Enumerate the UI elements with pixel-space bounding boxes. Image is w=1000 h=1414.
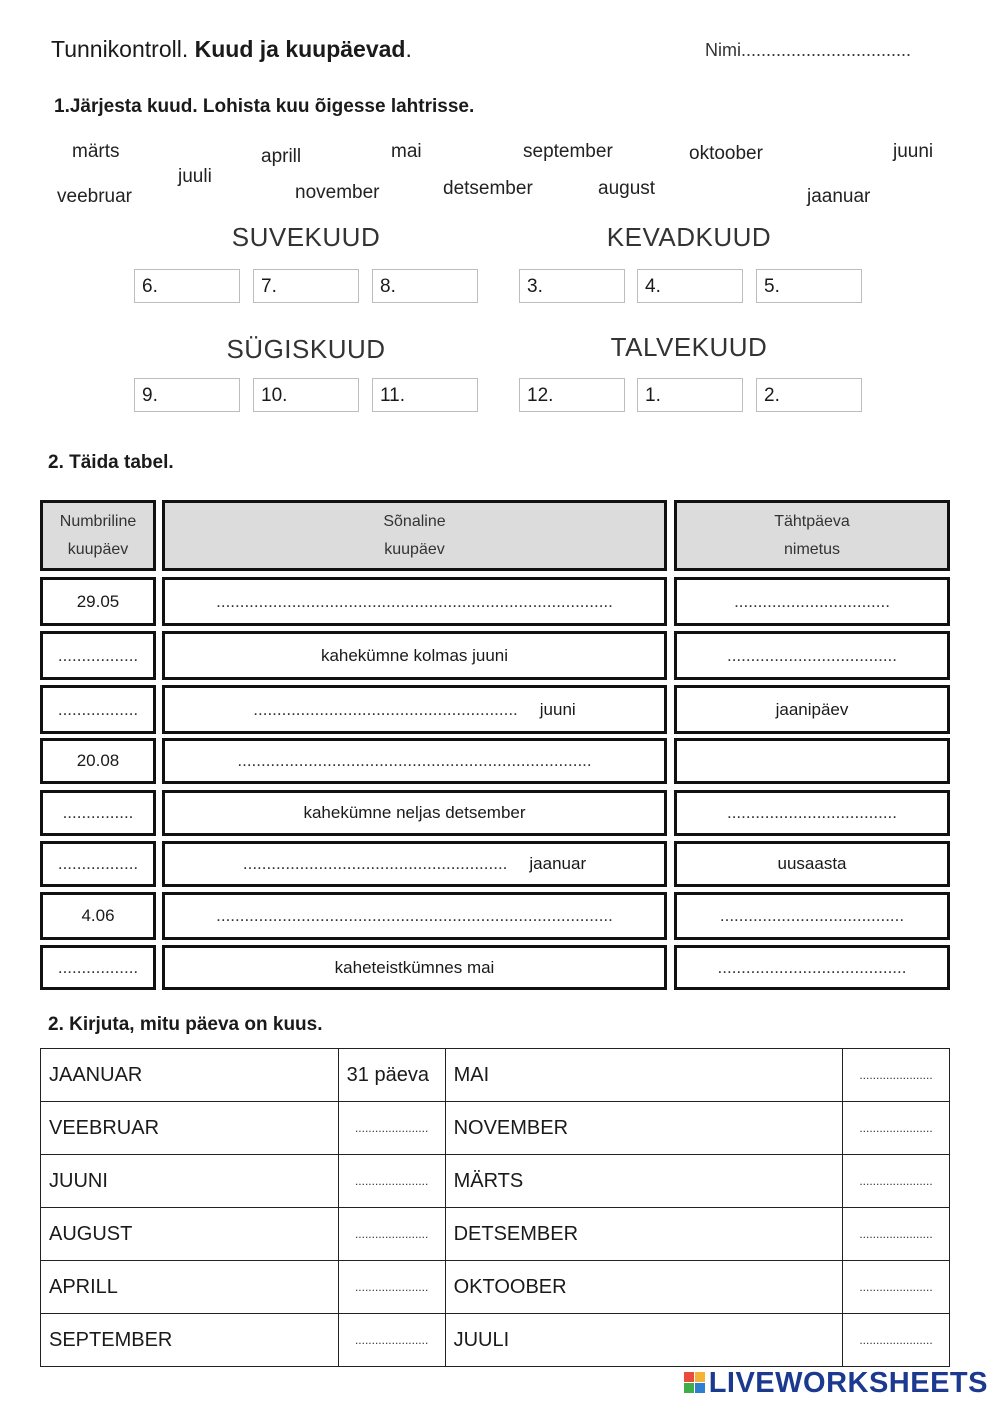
table-row [41, 1155, 950, 1208]
month-name: OKTOOBER [445, 1261, 842, 1314]
liveworksheets-logo[interactable] [684, 1367, 988, 1400]
day-count-input[interactable]: ...................... [338, 1102, 445, 1155]
month-name: DETSEMBER [445, 1208, 842, 1261]
table-row [41, 1261, 950, 1314]
table-row-8-word: kaheteistkümnes mai [162, 945, 667, 990]
drop-slot-summer-2[interactable]: 7. [253, 269, 359, 303]
header-numeric-line1: Numbriline [59, 512, 137, 530]
table-row-5-holiday-input[interactable]: .................................... [674, 790, 950, 836]
month-name: JUUNI [41, 1155, 339, 1208]
month-name: MAI [445, 1049, 842, 1102]
drop-slot-spring-3[interactable]: 5. [756, 269, 862, 303]
drop-slot-summer-1[interactable]: 6. [134, 269, 240, 303]
table-header-word [162, 500, 667, 571]
month-name: MÄRTS [445, 1155, 842, 1208]
month-name: APRILL [41, 1261, 339, 1314]
exercise3-heading: 2. Kirjuta, mitu päeva on kuus. [48, 1014, 323, 1035]
table-row [41, 1208, 950, 1261]
season-title-autumn: SÜGISKUUD [226, 334, 386, 364]
liveworksheets-mark-icon [684, 1372, 706, 1396]
draggable-word-veebruar[interactable]: veebruar [57, 186, 132, 207]
draggable-word-aprill[interactable]: aprill [261, 146, 302, 167]
draggable-word-detsember[interactable]: detsember [443, 178, 533, 199]
table-row-1-word-input[interactable]: .................................................................................... [162, 577, 667, 626]
day-count: 31 päeva [338, 1049, 445, 1102]
table-row-3-word-suffix: juuni [539, 699, 576, 719]
table-row-5-word: kahekümne neljas detsember [162, 790, 667, 836]
table-row-7-numeric: 4.06 [40, 892, 156, 940]
header-numeric-line2: kuupäev [67, 540, 129, 558]
table-row-1-holiday-input[interactable]: ................................. [674, 577, 950, 626]
drop-slot-spring-1[interactable]: 3. [519, 269, 625, 303]
draggable-word-november[interactable]: november [295, 182, 380, 203]
title-bold: Kuud ja kuupäevad [194, 36, 406, 62]
drop-slot-winter-2[interactable]: 1. [637, 378, 743, 412]
page-title [51, 36, 412, 63]
season-title-winter: TALVEKUUD [610, 332, 768, 362]
season-title-spring: KEVADKUUD [606, 222, 772, 252]
day-count-input[interactable]: ...................... [338, 1261, 445, 1314]
table-row-8-numeric-input[interactable]: ................. [40, 945, 156, 990]
day-count-input[interactable]: ...................... [843, 1155, 950, 1208]
days-table [40, 1048, 950, 1367]
header-holiday-line1: Tähtpäeva [774, 512, 850, 530]
month-name: JAANUAR [41, 1049, 339, 1102]
table-header-numeric [40, 500, 156, 571]
header-word-line2: kuupäev [384, 540, 445, 558]
draggable-word-juuni[interactable]: juuni [893, 141, 934, 162]
day-count-input[interactable]: ...................... [338, 1155, 445, 1208]
table-header-holiday [674, 500, 950, 571]
table-row-6-word-suffix: jaanuar [529, 854, 587, 873]
table-row-6-holiday: uusaasta [674, 841, 950, 887]
drop-slot-autumn-3[interactable]: 11. [372, 378, 478, 412]
table-row [41, 1314, 950, 1367]
drop-slot-winter-1[interactable]: 12. [519, 378, 625, 412]
drop-slot-winter-3[interactable]: 2. [756, 378, 862, 412]
table-row-8-holiday-input[interactable]: ........................................ [674, 945, 950, 990]
draggable-word-oktoober[interactable]: oktoober [689, 143, 763, 164]
draggable-word-marts[interactable]: märts [72, 141, 120, 162]
season-title-summer: SUVEKUUD [231, 222, 381, 252]
table-row-3-numeric-input[interactable]: ................. [40, 685, 156, 734]
table-row-4-word-input[interactable]: ........................................................................... [162, 738, 667, 784]
header-word-line1: Sõnaline [383, 512, 446, 530]
month-name: VEEBRUAR [41, 1102, 339, 1155]
draggable-word-august[interactable]: august [598, 178, 656, 199]
day-count-input[interactable]: ...................... [843, 1049, 950, 1102]
draggable-word-september[interactable]: september [523, 141, 613, 162]
table-row-2-word: kahekümne kolmas juuni [162, 631, 667, 680]
day-count-input[interactable]: ...................... [843, 1102, 950, 1155]
month-name: AUGUST [41, 1208, 339, 1261]
table-row-2-numeric-input[interactable]: ................. [40, 631, 156, 680]
drop-slot-summer-3[interactable]: 8. [372, 269, 478, 303]
table-row-4-holiday-input[interactable] [674, 738, 950, 784]
liveworksheets-brand: LIVEWORKSHEETS [708, 1367, 988, 1399]
table-row-7-holiday-input[interactable]: ....................................... [674, 892, 950, 940]
day-count-input[interactable]: ...................... [338, 1314, 445, 1367]
name-field[interactable]: Nimi.................................. [705, 40, 912, 60]
month-name: SEPTEMBER [41, 1314, 339, 1367]
table-row [41, 1049, 950, 1102]
table-row-6-numeric-input[interactable]: ................. [40, 841, 156, 887]
drop-slot-autumn-1[interactable]: 9. [134, 378, 240, 412]
draggable-word-mai[interactable]: mai [391, 141, 422, 162]
exercise2-heading: 2. Täida tabel. [48, 452, 174, 473]
table-row-3-word-input[interactable]: ........................................................ [253, 699, 518, 719]
table-row-6-word [162, 841, 667, 887]
day-count-input[interactable]: ...................... [843, 1261, 950, 1314]
table-row-4-numeric: 20.08 [40, 738, 156, 784]
exercise1-heading: 1.Järjesta kuud. Lohista kuu õigesse lahtrisse. [54, 96, 475, 117]
table-row-2-holiday-input[interactable]: .................................... [674, 631, 950, 680]
month-name: JUULI [445, 1314, 842, 1367]
table-row-6-word-input[interactable]: ........................................................ [242, 854, 508, 873]
day-count-input[interactable]: ...................... [843, 1314, 950, 1367]
title-end: . [405, 36, 412, 62]
table-row-5-numeric-input[interactable]: ............... [40, 790, 156, 836]
drop-slot-autumn-2[interactable]: 10. [253, 378, 359, 412]
table-row [41, 1102, 950, 1155]
table-row-7-word-input[interactable]: .................................................................................... [162, 892, 667, 940]
table-row-3-holiday: jaanipäev [674, 685, 950, 734]
title-plain: Tunnikontroll. [51, 36, 189, 62]
drop-slot-spring-2[interactable]: 4. [637, 269, 743, 303]
header-holiday-line2: nimetus [783, 540, 841, 558]
table-row-1-numeric: 29.05 [40, 577, 156, 626]
day-count-input[interactable]: ...................... [843, 1208, 950, 1261]
table-row-3-word [162, 685, 667, 734]
draggable-word-juuli[interactable]: juuli [178, 166, 212, 187]
day-count-input[interactable]: ...................... [338, 1208, 445, 1261]
month-name: NOVEMBER [445, 1102, 842, 1155]
draggable-word-jaanuar[interactable]: jaanuar [807, 186, 871, 207]
